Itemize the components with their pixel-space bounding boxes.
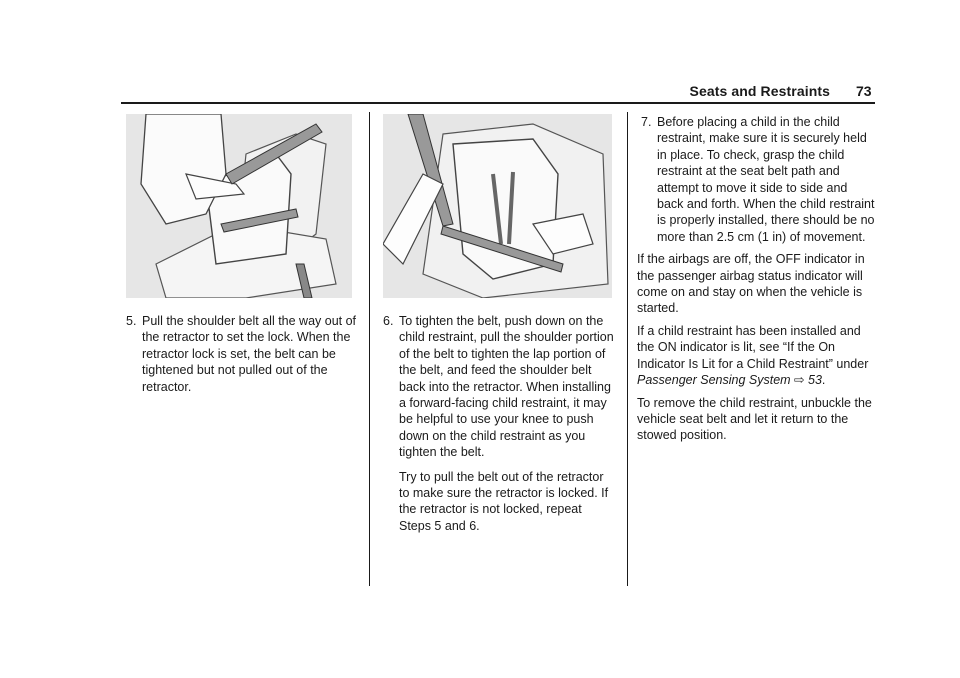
step-6-continuation: Try to pull the belt out of the retractor to make sure the retractor is locked. If the retractor is not locked, repeat Steps 5 and 6. <box>399 469 609 533</box>
header-divider <box>121 102 875 104</box>
on-indicator-paragraph <box>637 323 877 389</box>
passenger-sensing-link[interactable]: Passenger Sensing System <box>637 373 791 388</box>
illustration-drawing <box>383 114 612 298</box>
step-6-text: To tighten the belt, push down on the child restraint, pull the shoulder portion of the belt to tighten the lap portion of the belt, and feed the shoulder belt back into the retractor. When installing a forward-facing child restraint, it may be helpful to use your knee to push down on the child restraint as you tighten the belt. <box>399 314 614 460</box>
column-divider-left <box>369 112 370 586</box>
step-5-text: Pull the shoulder belt all the way out of the retractor to set the lock. When the retractor lock is set, the belt can be tightened but not pulled out of the retractor. <box>142 314 357 394</box>
section-title: Seats and Restraints <box>689 83 830 99</box>
on-indicator-end: . <box>821 373 826 388</box>
column-3-content <box>637 114 877 450</box>
step-5-number: 5. <box>126 314 137 328</box>
step-7-text: Before placing a child in the child restraint, make sure it is securely held in place. To check, grasp the child restraint at the seat belt path and attempt to move it side to side and back and forth. When the child restraint is properly installed, there should be no more than 2.5 cm (1 in) of movement. <box>657 115 875 244</box>
page-ref-arrow-icon: ⇨ <box>794 373 805 388</box>
illustration-drawing <box>126 114 352 298</box>
column-divider-right <box>627 112 628 586</box>
step-7-number: 7. <box>641 115 652 129</box>
airbag-off-paragraph: If the airbags are off, the OFF indicator in the passenger airbag status indicator will come on and stay on when the vehicle is started. <box>637 252 865 316</box>
step-6 <box>383 313 616 534</box>
page-ref-number[interactable]: 53 <box>808 373 822 388</box>
pull-shoulder-belt-illustration <box>126 114 352 298</box>
page-number: 73 <box>856 83 872 99</box>
step-7 <box>641 114 877 245</box>
remove-paragraph: To remove the child restraint, unbuckle the vehicle seat belt and let it return to the stowed position. <box>637 395 872 443</box>
on-indicator-text: If a child restraint has been installed and the ON indicator is lit, see “If the On Indicator Is Lit for a Child Restraint” under <box>637 323 869 371</box>
step-5 <box>126 313 358 395</box>
tighten-belt-illustration <box>383 114 612 298</box>
step-6-number: 6. <box>383 314 394 328</box>
